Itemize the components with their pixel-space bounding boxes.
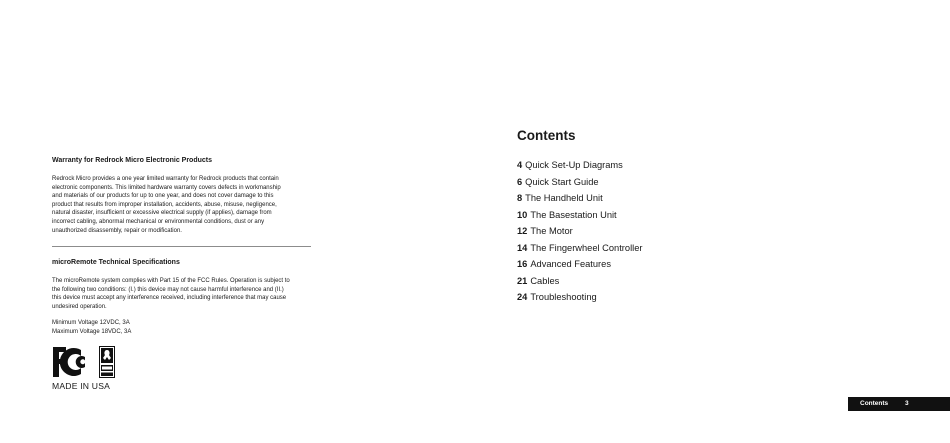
toc-page-number: 8 — [517, 193, 523, 203]
toc-item[interactable] — [517, 158, 642, 175]
contents-title: Contents — [517, 128, 576, 143]
page-footer — [848, 397, 950, 411]
toc-label: Advanced Features — [530, 259, 611, 269]
warranty-line: electronic components. This limited hardware warranty covers defects in workmanship — [52, 184, 281, 191]
warranty-line: unauthorized disassembly, repair or modification. — [52, 227, 182, 234]
toc-item[interactable] — [517, 257, 642, 274]
toc-page-number: 14 — [517, 242, 528, 253]
warranty-line: and materials of our products for up to one year, and does not cover damage to this — [52, 193, 274, 200]
toc-item[interactable] — [517, 208, 642, 225]
toc-label: Troubleshooting — [530, 292, 597, 302]
voltage-specs — [52, 319, 322, 336]
toc-label: Quick Set-Up Diagrams — [525, 160, 623, 170]
min-voltage: Minimum Voltage 12VDC, 3A — [52, 320, 130, 326]
certification-logos — [52, 346, 127, 394]
toc-page-number: 10 — [517, 209, 528, 220]
specs-line: undesired operation. — [52, 303, 107, 310]
toc-label: Cables — [530, 275, 560, 286]
warranty-line: natural disaster, insufficient or excessive electrical supply (if applies), damage from — [52, 210, 272, 217]
toc-page-number: 21 — [517, 275, 528, 286]
warranty-line: incorrect cabling, abnormal mechanical or environmental conditions, dust or any — [52, 218, 265, 225]
toc-item[interactable] — [517, 175, 642, 192]
right-page — [475, 0, 950, 443]
toc-label: The Motor — [530, 226, 573, 236]
toc-label: Quick Start Guide — [525, 176, 599, 187]
specs-title: microRemote Technical Specifications — [52, 259, 180, 266]
section-divider — [52, 246, 311, 247]
warranty-text — [52, 175, 322, 235]
toc-item[interactable] — [517, 224, 642, 241]
made-in-usa: MADE IN USA — [52, 381, 111, 391]
table-of-contents — [517, 158, 642, 307]
warranty-title: Warranty for Redrock Micro Electronic Products — [52, 157, 212, 164]
fcc-logo-icon — [52, 346, 97, 378]
toc-item[interactable] — [517, 191, 642, 208]
rohs-compliance-icon — [99, 346, 115, 378]
toc-label: The Handheld Unit — [525, 193, 603, 203]
specs-line: this device must accept any interference received, including interference that may cause — [52, 295, 287, 302]
toc-label: The Basestation Unit — [530, 209, 617, 220]
toc-page-number: 24 — [517, 292, 528, 302]
toc-item[interactable] — [517, 290, 642, 307]
toc-item[interactable] — [517, 241, 642, 258]
footer-section-label: Contents — [860, 400, 889, 407]
warranty-line: Redrock Micro provides a one year limited warranty for Redrock products that contain — [52, 176, 279, 182]
toc-page-number: 12 — [517, 226, 528, 236]
toc-page-number: 6 — [517, 176, 523, 187]
toc-page-number: 16 — [517, 259, 528, 269]
specs-line: the following two conditions: (I.) this device may not cause harmful interference and (II.) — [52, 286, 284, 293]
specs-text — [52, 277, 322, 311]
warranty-line: product that results from improper installation, accidents, abuse, misuse, negligence, — [52, 201, 277, 208]
toc-item[interactable] — [517, 274, 642, 291]
footer-page-number: 3 — [905, 400, 909, 407]
toc-page-number: 4 — [517, 160, 523, 170]
max-voltage: Maximum Voltage 18VDC, 3A — [52, 328, 132, 335]
toc-label: The Fingerwheel Controller — [530, 242, 643, 253]
specs-line: The microRemote system complies with Part 15 of the FCC Rules. Operation is subject to — [52, 278, 290, 284]
